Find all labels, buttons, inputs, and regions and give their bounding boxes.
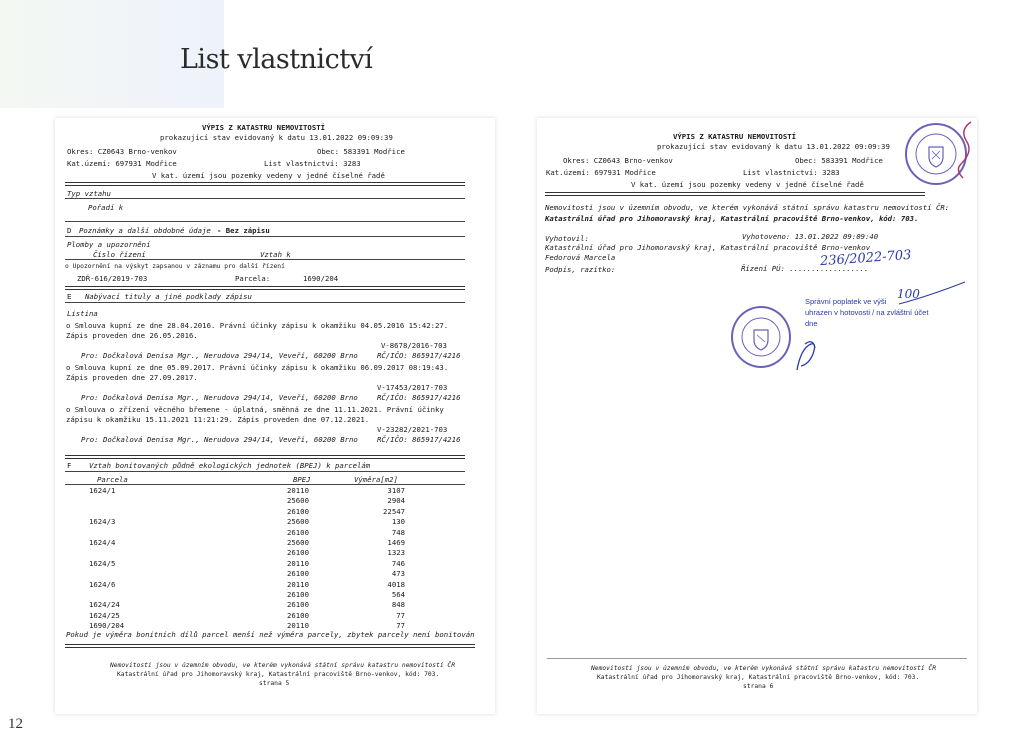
cell-parcela: 1690/204 — [89, 621, 125, 631]
fee-amount-handwritten: 100 — [897, 287, 920, 301]
entry-line1: o Smlouva kupní ze dne 28.04.2016. Právní účinky zápisu k okamžiku 04.05.2016 15:42:27. — [66, 321, 449, 330]
divider — [65, 484, 465, 485]
cell-bpej: 25600 — [287, 517, 309, 527]
cell-bpej: 20110 — [287, 486, 309, 495]
page6-vyhotovil: Vyhotovil: — [545, 234, 589, 243]
divider — [65, 259, 465, 260]
page5-sec-e: E — [67, 292, 72, 301]
page6-osoba: Fedorová Marcela — [545, 253, 616, 262]
cell-bpej: 20110 — [287, 621, 309, 631]
cell-vymera: 22547 — [383, 506, 405, 516]
page6-note: V kat. území jsou pozemky vedeny v jedné číselné řadě — [631, 180, 864, 189]
page5-vztah-k: Vztah k — [260, 250, 291, 259]
cell-vymera: 3107 — [387, 486, 405, 495]
cell-bpej: 26100 — [287, 548, 309, 558]
cell-vymera: 1323 — [387, 548, 405, 558]
cell-vymera: 564 — [391, 590, 405, 599]
page5-okres: Okres: CZ0643 Brno-venkov — [67, 147, 177, 156]
page5-sec-d-value: - Bez zápisu — [217, 226, 270, 235]
entry-rc: RČ/IČO: 865917/4216 — [377, 351, 461, 360]
entry-pro: Pro: Dočkalová Denisa Mgr., Nerudova 294/14, Veveří, 60200 Brno — [81, 393, 358, 402]
page5-sec-d: D — [67, 226, 72, 235]
divider — [65, 236, 465, 237]
page5-sec-f: F — [67, 461, 72, 470]
document-page-5 — [55, 118, 495, 714]
cell-vymera: 4018 — [387, 579, 405, 589]
cell-vymera: 746 — [391, 558, 405, 568]
page6-body1: Nemovitosti jsou v územním obvodu, ve kterém vykonává státní správu katastru nemovitostí ČR: — [545, 203, 950, 212]
entry-rc: RČ/IČO: 865917/4216 — [377, 435, 461, 444]
page5-zdr: ZDŘ-616/2019-703 — [77, 274, 148, 283]
divider — [65, 286, 465, 290]
page6-rizeni: Řízení PÚ: .................. — [741, 264, 869, 273]
page5-typ-vztahu: Typ vztahu — [67, 189, 111, 198]
entry-ref: V-8678/2016-703 — [381, 341, 447, 350]
cell-vymera: 1469 — [387, 538, 405, 547]
page5-parcela-value: 1690/204 — [303, 274, 339, 283]
cell-parcela: 1624/4 — [89, 538, 116, 547]
cell-bpej: 26100 — [287, 527, 309, 537]
cell-bpej: 20110 — [287, 579, 309, 589]
cell-bpej: 26100 — [287, 600, 309, 610]
page5-subheading: prokazující stav evidovaný k datu 13.01.2022 09:09:39 — [160, 133, 393, 142]
divider — [65, 302, 465, 303]
page6-rizeni-handwritten: 236/2022-703 — [819, 247, 912, 270]
page6-heading: VÝPIS Z KATASTRU NEMOVITOSTÍ — [673, 132, 797, 141]
slide-number: 12 — [8, 716, 23, 732]
page6-obec: Obec: 583391 Modřice — [795, 156, 883, 165]
page5-table-note: Pokud je výměra bonitních dílů parcel menší než výměra parcely, zbytek parcely není bonitován — [66, 630, 475, 639]
page6-lv: List vlastnictví: 3283 — [743, 168, 840, 177]
table-header-bpej: BPEJ — [293, 475, 311, 484]
entry-line2: Zápis proveden dne 26.05.2016. — [66, 331, 198, 340]
page6-footer2: Katastrální úřad pro Jihomoravský kraj, Katastrální pracoviště Brno-venkov, kód: 703. — [597, 674, 920, 681]
fee-text-2: uhrazen v hotovosti / na zvláštní účet — [805, 308, 929, 317]
page6-body2: Katastrální úřad pro Jihomoravský kraj, Katastrální pracoviště Brno-venkov, kód: 703. — [545, 214, 919, 223]
cell-vymera: 130 — [391, 517, 405, 527]
divider — [545, 192, 925, 196]
page5-plomby: Plomby a upozornění — [67, 240, 151, 249]
page5-sec-e-label: Nabývací tituly a jiné podklady zápisu — [85, 292, 252, 301]
cell-parcela: 1624/25 — [89, 610, 120, 620]
page6-okres: Okres: CZ0643 Brno-venkov — [563, 156, 673, 165]
divider — [65, 644, 475, 648]
cell-bpej: 25600 — [287, 538, 309, 547]
cell-bpej: 26100 — [287, 610, 309, 620]
cell-parcela: 1624/6 — [89, 579, 116, 589]
entry-line1: o Smlouva o zřízení věcného břemene - úplatná, směnná ze dne 11.11.2021. Právní účinky — [66, 405, 444, 414]
entry-pro: Pro: Dočkalová Denisa Mgr., Nerudova 294/14, Veveří, 60200 Brno — [81, 351, 358, 360]
divider — [65, 455, 465, 459]
cell-bpej: 26100 — [287, 590, 309, 599]
document-page-6 — [537, 118, 977, 714]
page5-sec-f-label: Vztah bonitovaných půdně ekologických jednotek (BPEJ) k parcelám — [89, 461, 371, 470]
divider — [547, 658, 967, 659]
cell-bpej: 26100 — [287, 569, 309, 579]
entry-line1: o Smlouva kupní ze dne 05.09.2017. Právní účinky zápisu k okamžiku 06.09.2017 08:19:43. — [66, 363, 449, 372]
page5-note: V kat. území jsou pozemky vedeny v jedné číselné řadě — [152, 171, 385, 180]
entry-line2: zápisu k okamžiku 15.11.2021 11:21:29. Zápis proveden dne 07.12.2021. — [66, 415, 370, 424]
page6-footer1: Nemovitosti jsou v územním obvodu, ve kterém vykonává státní správu katastru nemovitostí ČR — [591, 665, 936, 672]
cell-vymera: 848 — [391, 600, 405, 610]
page5-footer1: Nemovitosti jsou v územním obvodu, ve kterém vykonává státní správu katastru nemovitostí ČR — [110, 662, 455, 669]
page6-subheading: prokazující stav evidovaný k datu 13.01.2022 09:09:39 — [657, 142, 890, 151]
divider — [65, 198, 465, 199]
entry-ref: V-23282/2021-703 — [377, 425, 448, 434]
cell-vymera: 2904 — [387, 496, 405, 506]
slide-title: List vlastnictví — [180, 44, 373, 75]
page5-parcela-label: Parcela: — [235, 274, 271, 283]
page6-footer3: strana 6 — [743, 683, 774, 690]
cell-vymera: 473 — [391, 569, 405, 579]
cell-parcela: 1624/24 — [89, 600, 120, 610]
divider — [65, 471, 465, 472]
cell-parcela: 1624/1 — [89, 486, 116, 495]
entry-ref: V-17453/2017-703 — [377, 383, 448, 392]
entry-pro: Pro: Dočkalová Denisa Mgr., Nerudova 294/14, Veveří, 60200 Brno — [81, 435, 358, 444]
page5-cislo-rizeni: Číslo řízení — [93, 250, 146, 259]
cell-parcela: 1624/5 — [89, 558, 116, 568]
cell-vymera: 77 — [396, 610, 405, 620]
page6-katuzemi: Kat.území: 697931 Modřice — [546, 168, 656, 177]
page5-sec-d-label: Poznámky a další obdobné údaje — [79, 226, 211, 235]
cell-parcela: 1624/3 — [89, 517, 116, 527]
cell-vymera: 748 — [391, 527, 405, 537]
page5-lv: List vlastnictví: 3283 — [264, 159, 361, 168]
page5-katuzemi: Kat.území: 697931 Modřice — [67, 159, 177, 168]
cell-bpej: 25600 — [287, 496, 309, 506]
fee-text-3: dne — [805, 319, 818, 328]
page6-podpis: Podpis, razítko: — [545, 265, 616, 274]
page5-footer2: Katastrální úřad pro Jihomoravský kraj, Katastrální pracoviště Brno-venkov, kód: 703. — [117, 671, 440, 678]
entry-line2: Zápis proveden dne 27.09.2017. — [66, 373, 198, 382]
page5-footer3: strana 5 — [259, 680, 290, 687]
fee-text-1: Správní poplatek ve výši — [805, 297, 887, 306]
signature-mark-icon — [949, 118, 979, 188]
table-header-vymera: Výměra[m2] — [354, 475, 398, 484]
divider — [65, 221, 465, 222]
fee-underline-icon — [897, 278, 967, 308]
fee-stamp — [731, 306, 791, 368]
page5-listina: Listina — [67, 309, 98, 318]
cell-bpej: 20110 — [287, 558, 309, 568]
page5-obec: Obec: 583391 Modřice — [317, 147, 405, 156]
page5-heading: VÝPIS Z KATASTRU NEMOVITOSTÍ — [202, 123, 326, 132]
fee-stamp-emblem-icon — [733, 308, 789, 366]
cell-bpej: 26100 — [287, 506, 309, 516]
cell-vymera: 77 — [396, 621, 405, 631]
page5-poradi: Pořadí k — [88, 203, 124, 212]
divider — [65, 182, 465, 186]
entry-rc: RČ/IČO: 865917/4216 — [377, 393, 461, 402]
page6-urad: Katastrální úřad pro Jihomoravský kraj, Katastrální pracoviště Brno-venkov — [545, 243, 871, 252]
table-header-parcela: Parcela — [97, 475, 128, 484]
page5-upozorneni: o Upozornění na výskyt zapsanou v záznamu pro další řízení — [65, 263, 285, 270]
page6-vyhotoveno: Vyhotoveno: 13.01.2022 09:09:40 — [742, 232, 879, 241]
